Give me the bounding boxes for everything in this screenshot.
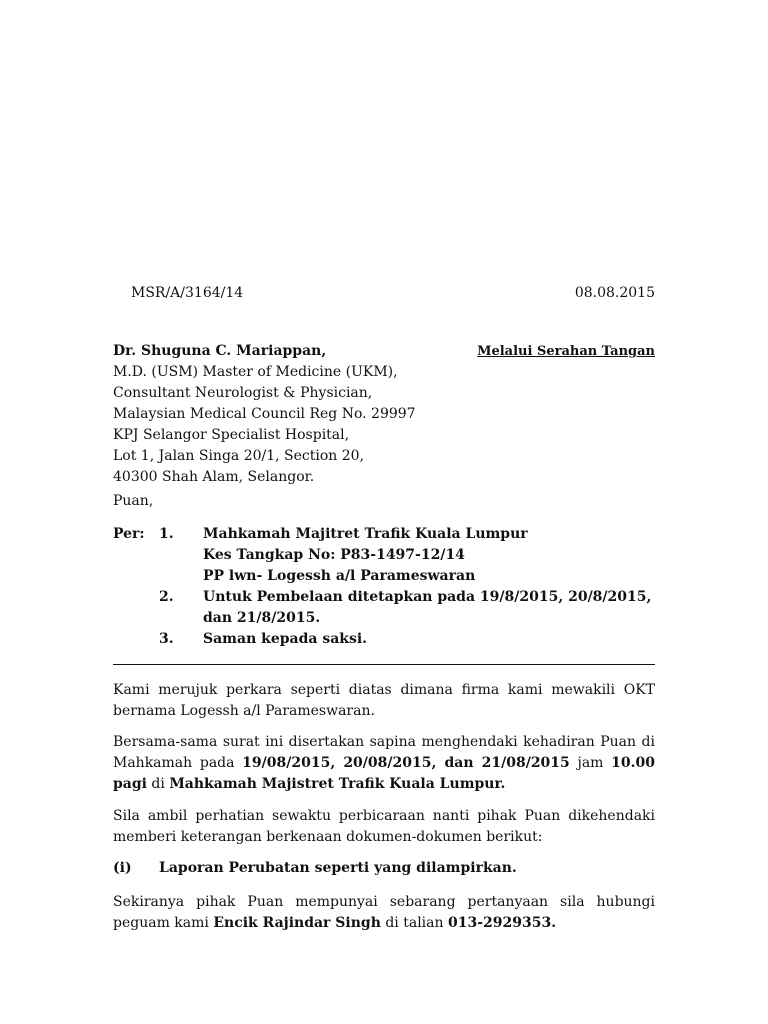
phone-number: 013-2929353. bbox=[447, 915, 557, 931]
subject-item bbox=[113, 587, 655, 608]
recipient-line: Malaysian Medical Council Reg No. 29997 bbox=[113, 406, 416, 422]
subject-item-text: Kes Tangkap No: P83-1497-12/14 bbox=[203, 547, 465, 563]
subject-block bbox=[113, 524, 655, 650]
body-paragraph: Kami merujuk perkara seperti diatas dimana firma kami mewakili OKT bernama Logessh a/l Parameswaran. bbox=[113, 682, 655, 719]
hearing-dates: 19/08/2015, 20/08/2015, dan 21/08/2015 bbox=[242, 755, 570, 771]
letter-date: 08.08.2015 bbox=[574, 285, 655, 301]
recipient-name: Dr. Shuguna C. Mariappan, bbox=[113, 343, 327, 359]
body-paragraph bbox=[113, 892, 655, 934]
subject-item-text: Saman kepada saksi. bbox=[203, 631, 368, 647]
recipient-line: KPJ Selangor Specialist Hospital, bbox=[113, 427, 350, 443]
recipient-line: Consultant Neurologist & Physician, bbox=[113, 385, 373, 401]
list-item-text: Laporan Perubatan seperti yang dilampirkan. bbox=[159, 860, 517, 876]
recipient-line: Lot 1, Jalan Singa 20/1, Section 20, bbox=[113, 448, 365, 464]
subject-item-continuation bbox=[113, 545, 655, 566]
subject-item-number: 3. bbox=[159, 631, 174, 647]
delivery-note: Melalui Serahan Tangan bbox=[477, 344, 655, 359]
subject-item-text: Untuk Pembelaan ditetapkan pada 19/8/2015, 20/8/2015, bbox=[203, 589, 652, 605]
recipient-line: 40300 Shah Alam, Selangor. bbox=[113, 469, 315, 485]
subject-item bbox=[113, 629, 655, 650]
subject-item-text: PP lwn- Logessh a/l Parameswaran bbox=[203, 568, 476, 584]
body-paragraph: Sila ambil perhatian sewaktu perbicaraan nanti pihak Puan dikehendaki memberi keterangan berkenaan dokumen-dokumen berikut: bbox=[113, 808, 655, 845]
paragraph-text: jam bbox=[569, 755, 612, 771]
subject-item-continuation bbox=[113, 566, 655, 587]
subject-item bbox=[113, 524, 655, 545]
subject-item-text: Mahkamah Majitret Trafik Kuala Lumpur bbox=[203, 526, 528, 542]
hearing-time: 10.00 pagi bbox=[113, 755, 655, 792]
salutation: Puan, bbox=[113, 493, 154, 509]
subject-item-continuation bbox=[113, 608, 655, 629]
reference-number: MSR/A/3164/14 bbox=[131, 285, 244, 301]
subject-label: Per: bbox=[113, 526, 145, 542]
paragraph-text: Sekiranya pihak Puan mempunyai sebarang pertanyaan sila hubungi peguam kami bbox=[113, 894, 655, 931]
subject-item-number: 1. bbox=[159, 526, 174, 542]
court-name: Mahkamah Majistret Trafik Kuala Lumpur. bbox=[169, 776, 506, 792]
body-paragraph bbox=[113, 732, 655, 795]
subject-item-number: 2. bbox=[159, 589, 174, 605]
paragraph-text: Bersama-sama surat ini disertakan sapina menghendaki kehadiran Puan di Mahkamah pada bbox=[113, 734, 655, 771]
subject-item-text: dan 21/8/2015. bbox=[203, 610, 321, 626]
paragraph-text: di bbox=[146, 776, 170, 792]
lawyer-name: Encik Rajindar Singh bbox=[213, 915, 381, 931]
recipient-address bbox=[113, 341, 416, 488]
divider bbox=[113, 664, 655, 665]
list-item-number: (i) bbox=[113, 860, 132, 876]
recipient-line: M.D. (USM) Master of Medicine (UKM), bbox=[113, 364, 398, 380]
paragraph-text: di talian bbox=[380, 915, 448, 931]
